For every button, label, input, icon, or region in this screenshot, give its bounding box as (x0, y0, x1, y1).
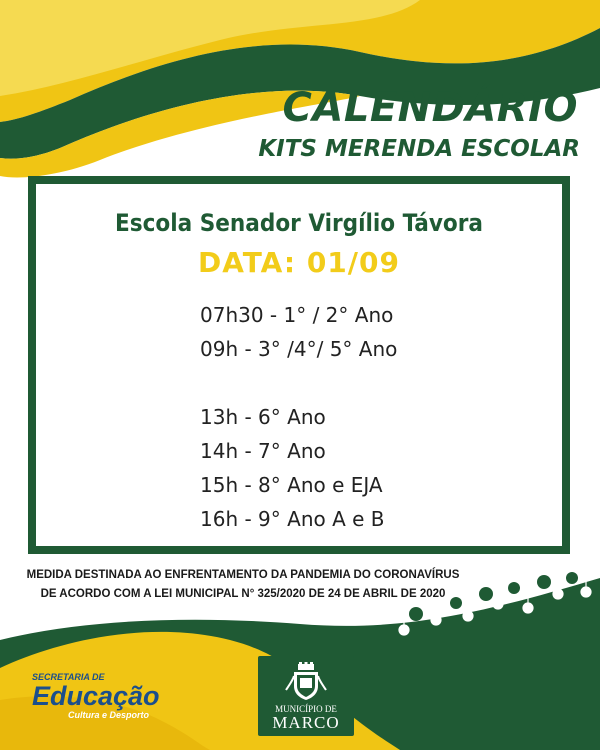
municipality-prefix: MUNICÍPIO DE (275, 704, 337, 714)
school-name: Escola Senador Virgílio Távora (115, 209, 483, 237)
municipality-name: MARCO (272, 713, 340, 732)
coat-of-arms-icon (284, 662, 328, 702)
schedule-card (28, 176, 570, 554)
footer-note-line-2: DE ACORDO COM A LEI MUNICIPAL N° 325/2020 DE 24 DE ABRIL DE 2020 (40, 588, 446, 600)
schedule-row: 07h30 - 1° / 2° Ano (200, 303, 394, 327)
distribution-date: DATA: 01/09 (198, 246, 400, 279)
education-department-logo (32, 672, 160, 720)
schedule-row: 13h - 6° Ano (200, 405, 326, 429)
schedule-list (200, 298, 397, 536)
education-logo-tagline: Cultura e Desporto (68, 710, 150, 720)
municipality-logo (258, 656, 354, 736)
page-title: CALENDÁRIO (282, 85, 578, 131)
education-logo-name: Educação (32, 681, 160, 711)
footer-note-line-1: MEDIDA DESTINADA AO ENFRENTAMENTO DA PANDEMIA DO CORONAVÍRUS (26, 569, 460, 581)
schedule-gap (200, 366, 397, 400)
education-logo-prefix: SECRETARIA DE (32, 672, 105, 682)
page-subtitle: KITS MERENDA ESCOLAR (258, 136, 580, 162)
schedule-row: 16h - 9° Ano A e B (200, 507, 385, 531)
schedule-row: 09h - 3° /4°/ 5° Ano (200, 337, 398, 361)
schedule-row: 15h - 8° Ano e EJA (200, 473, 383, 497)
schedule-row: 14h - 7° Ano (200, 439, 326, 463)
